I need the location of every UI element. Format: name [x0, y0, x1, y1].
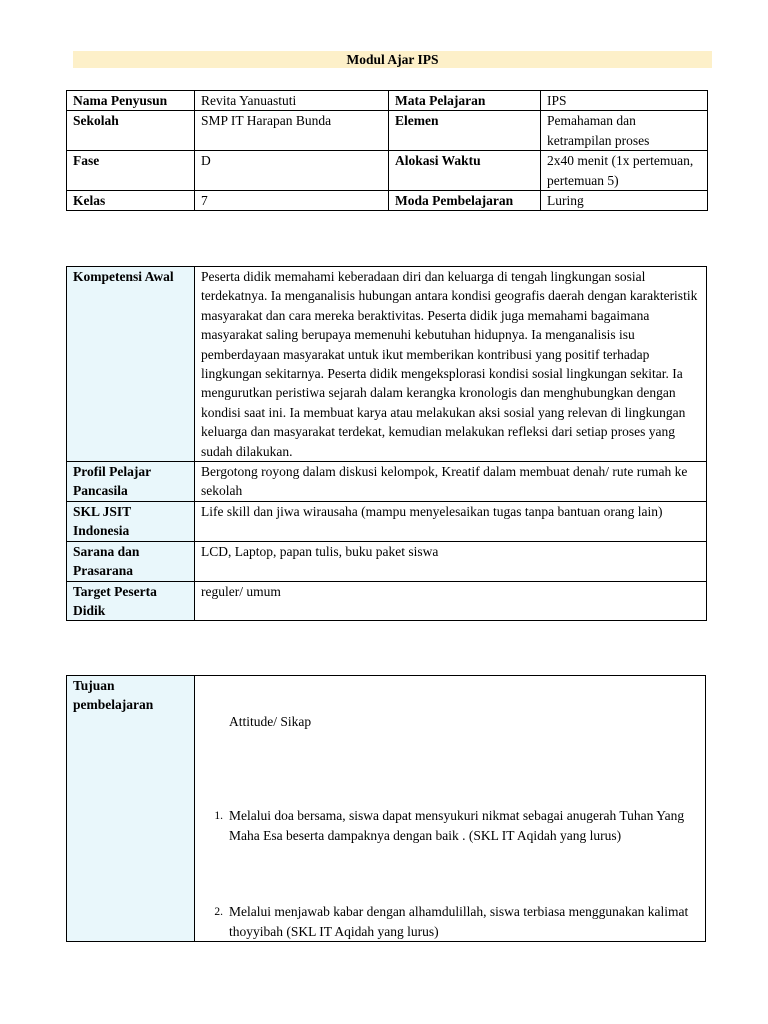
- list-item: [209, 902, 697, 942]
- label-moda-pembelajaran: Moda Pembelajaran: [389, 191, 541, 211]
- table-row: [67, 501, 707, 541]
- value-kompetensi-awal: Peserta didik memahami keberadaan diri dan keluarga di tengah lingkungan sosial terdekatnya. Ia menganalisis hubungan antara kondisi geografis daerah dengan karakteristik masyarakat dan cara mereka beraktivitas. Peserta didik juga memahami bagaimana masyarakat saling berupaya memenuhi kebutuhan hidupnya. Ia menganalisis isu pemberdayaan masyarakat untuk ikut memberikan kontribusi yang positif terhadap lingkungan sekitarnya. Peserta didik mengeksplorasi kondisi sosial lingkungan sekitar. Ia mengurutkan peristiwa sejarah dalam kerangka kronologis dan menghubungkan dengan kondisi saat ini. Ia membuat karya atau melakukan aksi sosial yang relevan di lingkungan keluarga dan masyarakat terdekat, kemudian melakukan refleksi dari setiap proses yang sudah dilakukan.: [195, 267, 707, 462]
- table-row: [67, 151, 708, 191]
- value-skl-jsit: Life skill dan jiwa wirausaha (mampu menyelesaikan tugas tanpa bantuan orang lain): [195, 501, 707, 541]
- list-item-number: 1.: [214, 810, 223, 822]
- value-kelas: 7: [195, 191, 389, 211]
- identity-table: [66, 90, 708, 211]
- label-mata-pelajaran: Mata Pelajaran: [389, 91, 541, 111]
- table-row: [67, 676, 706, 942]
- label-profil-pelajar: Profil Pelajar Pancasila: [67, 462, 195, 502]
- table-row: [67, 541, 707, 581]
- label-tujuan-pembelajaran: Tujuan pembelajaran: [67, 676, 195, 942]
- label-kelas: Kelas: [67, 191, 195, 211]
- value-alokasi-waktu: 2x40 menit (1x pertemuan, pertemuan 5): [541, 151, 708, 191]
- label-sekolah: Sekolah: [67, 111, 195, 151]
- list-item: [209, 806, 697, 846]
- label-sarana-prasarana: Sarana dan Prasarana: [67, 541, 195, 581]
- value-elemen: Pemahaman dan ketrampilan proses: [541, 111, 708, 151]
- learning-goals-table: [66, 675, 706, 942]
- table-row: [67, 581, 707, 621]
- value-sarana-prasarana: LCD, Laptop, papan tulis, buku paket siswa: [195, 541, 707, 581]
- table-row: [67, 91, 708, 111]
- label-skl-jsit: SKL JSIT Indonesia: [67, 501, 195, 541]
- value-sekolah: SMP IT Harapan Bunda: [195, 111, 389, 151]
- list-item-text: Melalui menjawab kabar dengan alhamdulillah, siswa terbiasa menggunakan kalimat thoyyibah (SKL IT Aqidah yang lurus): [229, 904, 689, 939]
- label-elemen: Elemen: [389, 111, 541, 151]
- table-row: [67, 462, 707, 502]
- label-target-peserta: Target Peserta Didik: [67, 581, 195, 621]
- list-item-number: 2.: [214, 906, 223, 918]
- label-kompetensi-awal: Kompetensi Awal: [67, 267, 195, 462]
- label-fase: Fase: [67, 151, 195, 191]
- table-row: [67, 267, 707, 462]
- value-nama-penyusun: Revita Yanuastuti: [195, 91, 389, 111]
- list-item-text: Melalui doa bersama, siswa dapat mensyukuri nikmat sebagai anugerah Tuhan Yang Maha Esa beserta dampaknya dengan baik . (SKL IT Aqidah yang lurus): [229, 808, 685, 843]
- competency-table: [66, 266, 707, 621]
- value-mata-pelajaran: IPS: [541, 91, 708, 111]
- label-nama-penyusun: Nama Penyusun: [67, 91, 195, 111]
- value-target-peserta: reguler/ umum: [195, 581, 707, 621]
- label-alokasi-waktu: Alokasi Waktu: [389, 151, 541, 191]
- goals-content: [195, 676, 706, 942]
- value-moda-pembelajaran: Luring: [541, 191, 708, 211]
- value-fase: D: [195, 151, 389, 191]
- value-profil-pelajar: Bergotong royong dalam diskusi kelompok, Kreatif dalam membuat denah/ rute rumah ke sekolah: [195, 462, 707, 502]
- table-row: [67, 111, 708, 151]
- goals-heading: Attitude/ Sikap: [229, 714, 312, 729]
- page-title: Modul Ajar IPS: [73, 51, 712, 68]
- table-row: [67, 191, 708, 211]
